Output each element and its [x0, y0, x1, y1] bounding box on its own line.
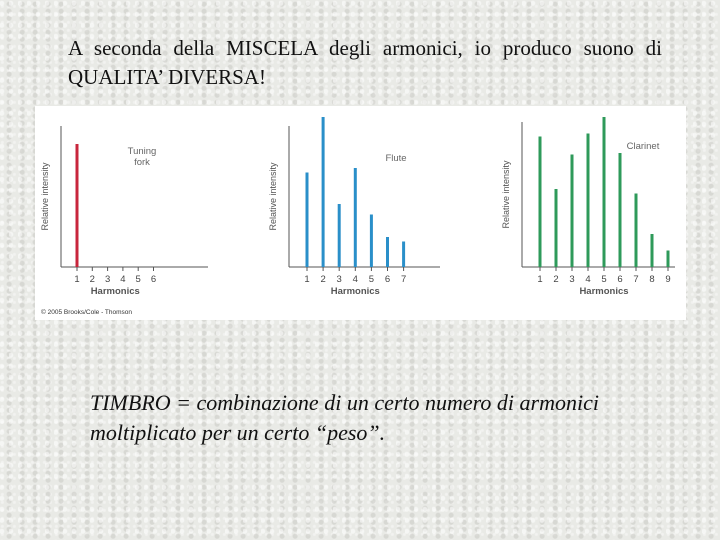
- clarinet-y-axis-label: Relative intensity: [501, 160, 511, 229]
- tuning-fork-tick-label: 1: [74, 274, 80, 285]
- clarinet-bar: [619, 153, 622, 267]
- tuning-fork-bar: [76, 144, 79, 267]
- harmonics-charts-svg: [35, 106, 686, 320]
- tuning-fork-chart-title: fork: [134, 157, 150, 168]
- flute-bar: [338, 204, 341, 267]
- flute-bar: [322, 117, 325, 267]
- flute-tick-label: 7: [400, 274, 407, 285]
- timbre-caption: [90, 388, 690, 448]
- flute-chart-title: Flute: [385, 153, 407, 164]
- flute-tick-label: 5: [368, 274, 375, 285]
- harmonics-figure: [35, 106, 686, 320]
- flute-tick-label: 3: [336, 274, 342, 285]
- caption-line-2: moltiplicato per un certo “peso”.: [90, 420, 386, 445]
- tuning-fork-y-axis-label: Relative intensity: [40, 162, 50, 231]
- clarinet-bar: [555, 189, 558, 267]
- copyright-text: © 2005 Brooks/Cole - Thomson: [41, 309, 133, 316]
- clarinet-bar: [667, 251, 670, 268]
- tuning-fork-tick-label: 4: [120, 274, 126, 285]
- clarinet-tick-label: 6: [617, 274, 623, 285]
- flute-bar: [354, 168, 357, 267]
- flute-tick-label: 1: [304, 274, 310, 285]
- clarinet-tick-label: 9: [665, 274, 671, 285]
- clarinet-bar: [539, 137, 542, 268]
- clarinet-tick-label: 4: [585, 274, 591, 285]
- flute-bar: [370, 215, 373, 268]
- clarinet-bar: [635, 194, 638, 268]
- clarinet-chart-title: Clarinet: [626, 141, 660, 152]
- clarinet-tick-label: 1: [537, 274, 543, 285]
- flute-bar: [402, 242, 405, 268]
- tuning-fork-tick-label: 3: [104, 274, 111, 285]
- clarinet-tick-label: 2: [553, 274, 559, 285]
- clarinet-bar: [571, 155, 574, 268]
- tuning-fork-tick-label: 2: [89, 274, 95, 285]
- tuning-fork-tick-label: 5: [135, 274, 141, 285]
- flute-x-axis-label: Harmonics: [330, 286, 380, 297]
- caption-line-1: TIMBRO = combinazione di un certo numero di armonici: [90, 390, 599, 415]
- flute-bar: [306, 173, 309, 268]
- clarinet-tick-label: 7: [633, 274, 639, 285]
- clarinet-bar: [603, 117, 606, 267]
- tuning-fork-x-axis-label: Harmonics: [90, 286, 140, 297]
- clarinet-bar: [587, 134, 590, 268]
- flute-tick-label: 6: [384, 274, 391, 285]
- clarinet-bar: [651, 234, 654, 267]
- flute-tick-label: 4: [352, 274, 358, 285]
- clarinet-tick-label: 3: [569, 274, 575, 285]
- clarinet-tick-label: 8: [649, 274, 655, 285]
- flute-y-axis-label: Relative intensity: [268, 162, 278, 231]
- clarinet-x-axis-label: Harmonics: [579, 286, 629, 297]
- flute-tick-label: 2: [320, 274, 326, 285]
- tuning-fork-chart-title: Tuning: [127, 146, 157, 157]
- slide-title: A seconda della MISCELA degli armonici, io produco suono di QUALITA’ DIVERSA!: [68, 36, 662, 89]
- flute-bar: [386, 237, 389, 267]
- tuning-fork-tick-label: 6: [150, 274, 157, 285]
- clarinet-tick-label: 5: [601, 274, 607, 285]
